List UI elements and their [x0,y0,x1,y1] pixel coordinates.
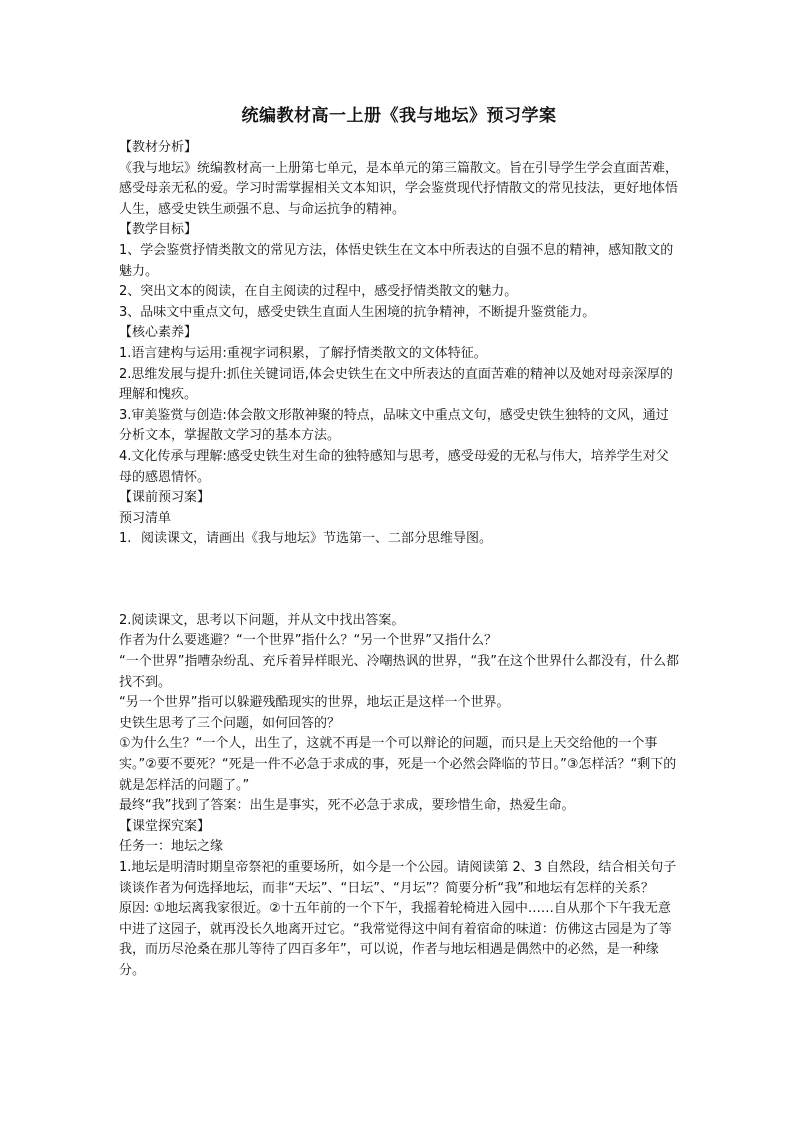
answer-1: “一个世界”指嘈杂纷乱、充斥着异样眼光、冷嘲热讽的世界，“我”在这个世界什么都没有，什么都找不到。 [119,654,679,690]
preview-item-1-text: 阅读课文，请画出《我与地坛》节选第一、二部分思维导图。 [141,531,493,547]
question-2: 史铁生思考了三个问题，如何回答的？ [119,715,341,731]
literacy-item: 2.思维发展与提升:抓住关键词语,体会史铁生在文中所表达的直面苦难的精神以及她对母亲深厚的理解和愧疚。 [119,366,673,403]
answer-2: “另一个世界”指可以躲避残酷现实的世界，地坛正是这样一个世界。 [119,695,510,711]
blank-space [119,550,679,611]
section-heading-literacy: 【核心素养】 [119,325,198,341]
literacy-item: 1.语言建构与运用:重视字词积累，了解抒情类散文的文体特征。 [119,345,487,361]
preview-item-2: 2.阅读课文，思考以下问题，并从文中找出答案。 [119,612,405,628]
goal-item: 3、品味文中重点文句，感受史铁生直面人生困境的抗争精神，不断提升鉴赏能力。 [119,304,596,320]
task-1-question: 1.地坛是明清时期皇帝祭祀的重要场所，如今是一个公园。请阅读第 2、3 自然段，结合相关句子谈谈作者为何选择地坛，而非“天坛”、“日坛”、“月坛”？简要分析“我”和地坛有怎样的关系？ [119,860,677,896]
section-heading-preview: 【课前预习案】 [119,490,211,506]
goal-item: 1、学会鉴赏抒情类散文的常见方法，体悟史铁生在文本中所表达的自强不息的精神，感知散文的魅力。 [119,242,674,279]
task-1-answer: 原因: ①地坛离我家很近。②十五年前的一个下午，我摇着轮椅进入园中……自从那个下午我无意中进了这园子，就再没长久地离开过它。“我常觉得这中间有着宿命的味道：仿佛这古园是为了等我，而历尽沧桑在那儿等待了四百多年”，可以说，作者与地坛相遇是偶然中的必然，是一种缘分。 [119,901,672,978]
analysis-paragraph: 《我与地坛》统编教材高一上册第七单元，是本单元的第三篇散文。旨在引导学生学会直面苦难，感受母亲无私的爱。学习时需掌握相关文本知识，学会鉴赏现代抒情散文的常见技法，更好地体悟人生，感受史铁生顽强不息、与命运抗争的精神。 [119,160,679,217]
answer-4: 最终“我”找到了答案：出生是事实，死不必急于求成，要珍惜生命，热爱生命。 [119,798,575,814]
task-1-heading: 任务一：地坛之缘 [119,839,224,855]
literacy-item: 4.文化传承与理解:感受史铁生对生命的独特感知与思考，感受母爱的无私与伟大，培养学生对父母的感恩情怀。 [119,448,669,485]
question-1: 作者为什么要逃避？“一个世界”指什么？“另一个世界”又指什么？ [119,633,497,649]
document-title: 统编教材高一上册《我与地坛》预习学案 [241,106,557,126]
preview-item-1-number: 1. [119,531,132,547]
section-heading-analysis: 【教材分析】 [119,140,198,155]
section-heading-goals: 【教学目标】 [119,222,198,238]
section-heading-inquiry: 【课堂探究案】 [119,818,211,834]
answer-3: ①为什么生？“一个人，出生了，这就不再是一个可以辩论的问题，而只是上天交给他的一个事实。”②要不要死？“死是一件不必急于求成的事，死是一个必然会降临的节日。”③怎样活？“剩下的就是怎样活的问题了。” [119,736,677,793]
preview-list-heading: 预习清单 [119,510,172,526]
literacy-item: 3.审美鉴赏与创造:体会散文形散神聚的特点，品味文中重点文句，感受史铁生独特的文风，通过分析文本，掌握散文学习的基本方法。 [119,407,669,444]
document-page [119,104,679,982]
preview-item-1 [119,529,679,550]
goal-item: 2、突出文本的阅读，在自主阅读的过程中，感受抒情类散文的魅力。 [119,284,518,300]
